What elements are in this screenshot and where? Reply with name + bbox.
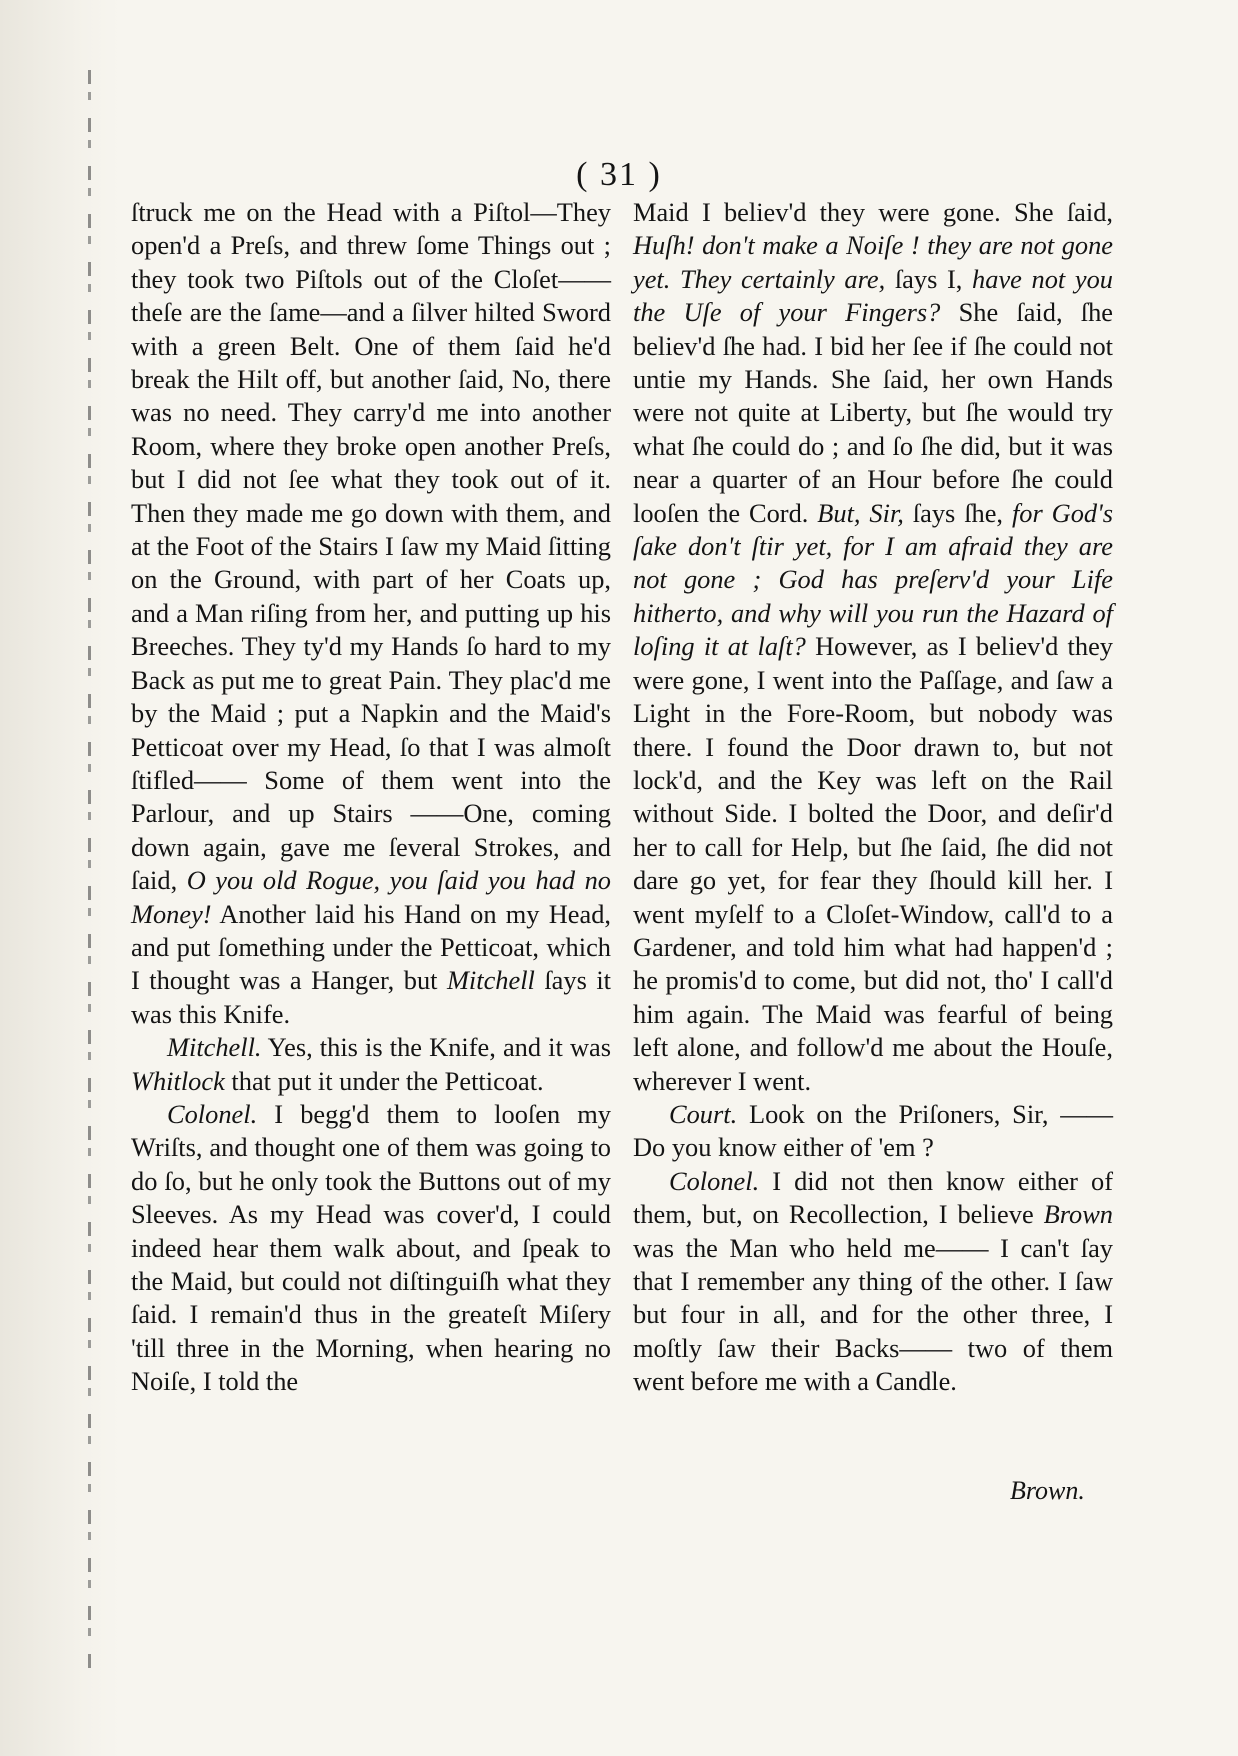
text-run: ſtruck me on the Head with a Piſtol—They open'd a Preſs, and threw ſome Things out ; they took two Piſtols out of the Cloſet——theſe are the ſame—and a ſilver hilted Sword with a green Belt. One of them ſaid he'd break the Hilt off, but another ſaid, No, there was no need. They carry'd me into another Room, where they broke open another Preſs, but I did not ſee what they took out of it. Then they made me go down with them, and at the Foot of the Stairs I ſaw my Maid ſitting on the Ground, with part of her Coats up, and a Man riſing from her, and putting up his Breeches. They ty'd my Hands ſo hard to my Back as put me to great Pain. They plac'd me by the Maid ; put a Napkin and the Maid's Petticoat over my Head, ſo that I was almoſt ſtifled—— Some of them went into the Parlour, and up Stairs ——One, coming down again, gave me ſeveral Strokes, and ſaid, bbox=[131, 197, 611, 896]
text-run: She ſaid, ſhe believ'd ſhe had. I bid her ſee if ſhe could not untie my Hands. She ſaid, her own Hands were not quite at Liberty, but ſhe would try what ſhe could do ; and ſo ſhe did, but it was near a quarter of an Hour before ſhe could looſen the Cord. bbox=[633, 297, 1113, 528]
text-run: I begg'd them to looſen my Wriſts, and thought one of them was going to do ſo, but he only took the Buttons out of my Sleeves. As my Head was cover'd, I could indeed hear them walk about, and ſpeak to the Maid, but could not diſtinguiſh what they ſaid. I remain'd thus in the greateſt Miſery 'till three in the Morning, when hearing no Noiſe, I told the bbox=[131, 1098, 611, 1397]
italic-run: for God's ſake don't ſtir yet, for I am afraid they are not gone ; God has preſerv'd your Life hitherto, and why will you run the Hazard of loſing it at laſt? bbox=[633, 497, 1113, 662]
paragraph bbox=[131, 196, 611, 1031]
italic-run: But, Sir, bbox=[817, 497, 904, 528]
italic-run: Colonel. bbox=[167, 1098, 258, 1129]
text-run: ſays I, bbox=[885, 263, 973, 294]
page-gutter bbox=[0, 0, 120, 1756]
text-run: Another laid his Hand on my Head, and put ſomething under the Petticoat, which I thought was a Hanger, but bbox=[131, 898, 611, 996]
text-run: Look on the Priſoners, Sir, ——Do you know either of 'em ? bbox=[633, 1098, 1113, 1163]
text-run: ſays it was this Knife. bbox=[131, 965, 611, 1029]
italic-run: Mitchell bbox=[446, 965, 535, 996]
text-run: However, as I believ'd they were gone, I went into the Paſſage, and ſaw a Light in the Fore-Room, but nobody was there. I found the Door drawn to, but not lock'd, and the Key was left on the Rail without Side. I bolted the Door, and deſir'd her to call for Help, but ſhe ſaid, ſhe did not dare go yet, for fear they ſhould kill her. I went myſelf to a Cloſet-Window, call'd to a Gardener, and told him what had happen'd ; he promis'd to come, but did not, tho' I call'd him again. The Maid was fearful of being left alone, and follow'd me about the Houſe, wherever I went. bbox=[633, 631, 1113, 1096]
paragraph bbox=[131, 1098, 611, 1399]
text-run: that put it under the Petticoat. bbox=[224, 1065, 544, 1096]
italic-run: Colonel. bbox=[669, 1165, 760, 1196]
text-run: ſays ſhe, bbox=[903, 497, 1012, 528]
left-column bbox=[131, 196, 611, 1399]
text-run: Maid I believ'd they were gone. She ſaid, bbox=[633, 197, 1113, 227]
catchword: Brown. bbox=[1010, 1476, 1085, 1505]
italic-run: O you old Rogue, you ſaid you had no Money! bbox=[131, 865, 611, 929]
italic-run: Mitchell. bbox=[167, 1032, 262, 1063]
text-run: was the Man who held me—— I can't ſay that I remember any thing of the other. I ſaw but four in all, and for the other three, I moſtly ſaw their Backs—— two of them went before me with a Candle. bbox=[633, 1232, 1113, 1397]
paragraph bbox=[131, 1031, 611, 1098]
italic-run: Whitlock bbox=[131, 1065, 225, 1096]
paragraph bbox=[633, 1098, 1113, 1165]
page-number: ( 31 ) bbox=[576, 156, 662, 193]
paragraph bbox=[633, 1165, 1113, 1399]
italic-run: Brown bbox=[1043, 1199, 1113, 1230]
text-run: I did not then know either of them, but, on Recollection, I believe bbox=[633, 1165, 1113, 1230]
binding-spine bbox=[88, 70, 91, 1670]
right-column bbox=[633, 196, 1113, 1399]
italic-run: Court. bbox=[669, 1098, 738, 1129]
text-run: Yes, this is the Knife, and it was bbox=[261, 1032, 611, 1063]
italic-run: Huſh! don't make a Noiſe ! they are not gone yet. They certainly are, bbox=[633, 230, 1113, 294]
italic-run: have not you the Uſe of your Fingers? bbox=[633, 263, 1113, 328]
paragraph bbox=[633, 196, 1113, 1098]
